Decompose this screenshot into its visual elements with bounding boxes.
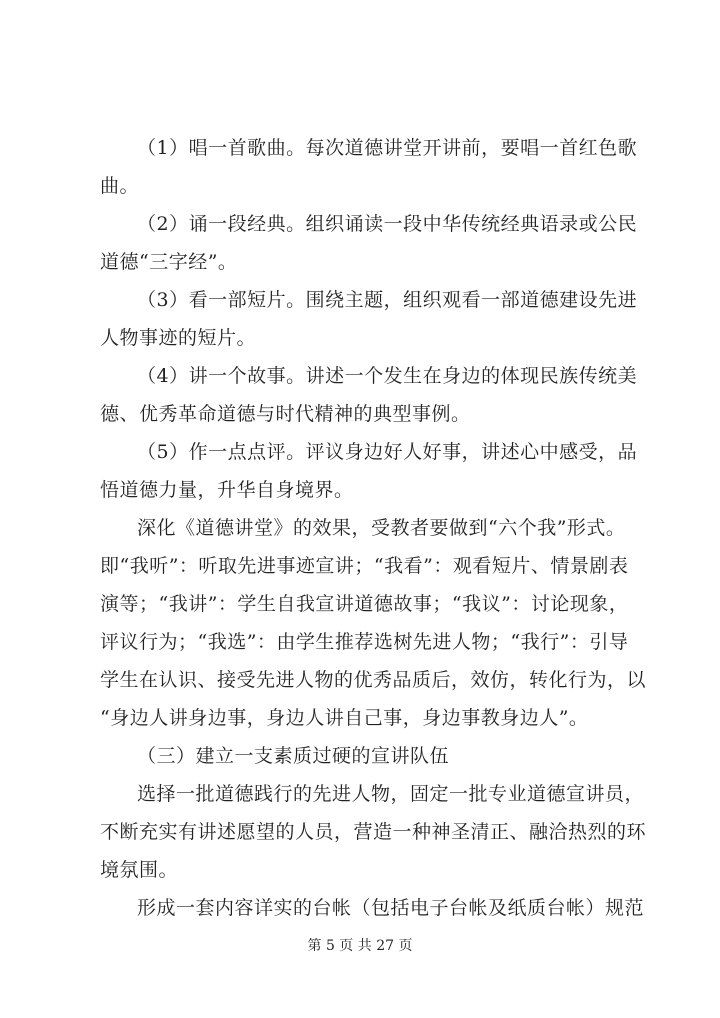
text-line: 悟道德力量，升华自身境界。 xyxy=(100,479,354,501)
text-line: （2）诵一段经典。组织诵读一段中华传统经典语录或公民 xyxy=(137,213,638,235)
text-line: 道德“三字经”。 xyxy=(100,251,238,273)
text-line: （5）作一点点评。评议身边好人好事，讲述心中感受，品 xyxy=(137,441,638,463)
text-line: 曲。 xyxy=(100,175,140,197)
text-line: 德、优秀革命道德与时代精神的典型事例。 xyxy=(100,403,471,425)
text-line: 人物事迹的短片。 xyxy=(100,327,257,349)
text-line: 学生在认识、接受先进人物的优秀品质后，效仿，转化行为，以 xyxy=(100,669,647,691)
page-number: 第 5 页 共 27 页 xyxy=(307,938,413,954)
text-line: 即“我听”：听取先进事迹宣讲；“我看”：观看短片、情景剧表 xyxy=(100,555,629,577)
text-line: （4）讲一个故事。讲述一个发生在身边的体现民族传统美 xyxy=(137,365,638,387)
section-heading: （三）建立一支素质过硬的宣讲队伍 xyxy=(137,745,450,767)
text-line: 境氛围。 xyxy=(100,859,179,881)
text-line: （3）看一部短片。围绕主题，组织观看一部道德建设先进 xyxy=(137,289,638,311)
text-line: 演等；“我讲”：学生自我宣讲道德故事；“我议”：讨论现象， xyxy=(100,593,629,615)
text-line: 深化《道德讲堂》的效果，受教者要做到“六个我”形式。 xyxy=(137,517,626,539)
text-line: 形成一套内容详实的台帐（包括电子台帐及纸质台帐）规范 xyxy=(137,897,645,919)
text-line: 评议行为；“我选”：由学生推荐选树先进人物；“我行”：引导 xyxy=(100,631,629,653)
text-line: （1）唱一首歌曲。每次道德讲堂开讲前，要唱一首红色歌 xyxy=(137,137,638,159)
text-line: “身边人讲身边事，身边人讲自己事，身边事教身边人”。 xyxy=(100,707,589,729)
text-line: 选择一批道德践行的先进人物，固定一批专业道德宣讲员， xyxy=(137,783,645,805)
text-line: 不断充实有讲述愿望的人员，营造一种神圣清正、融洽热烈的环 xyxy=(100,821,647,843)
